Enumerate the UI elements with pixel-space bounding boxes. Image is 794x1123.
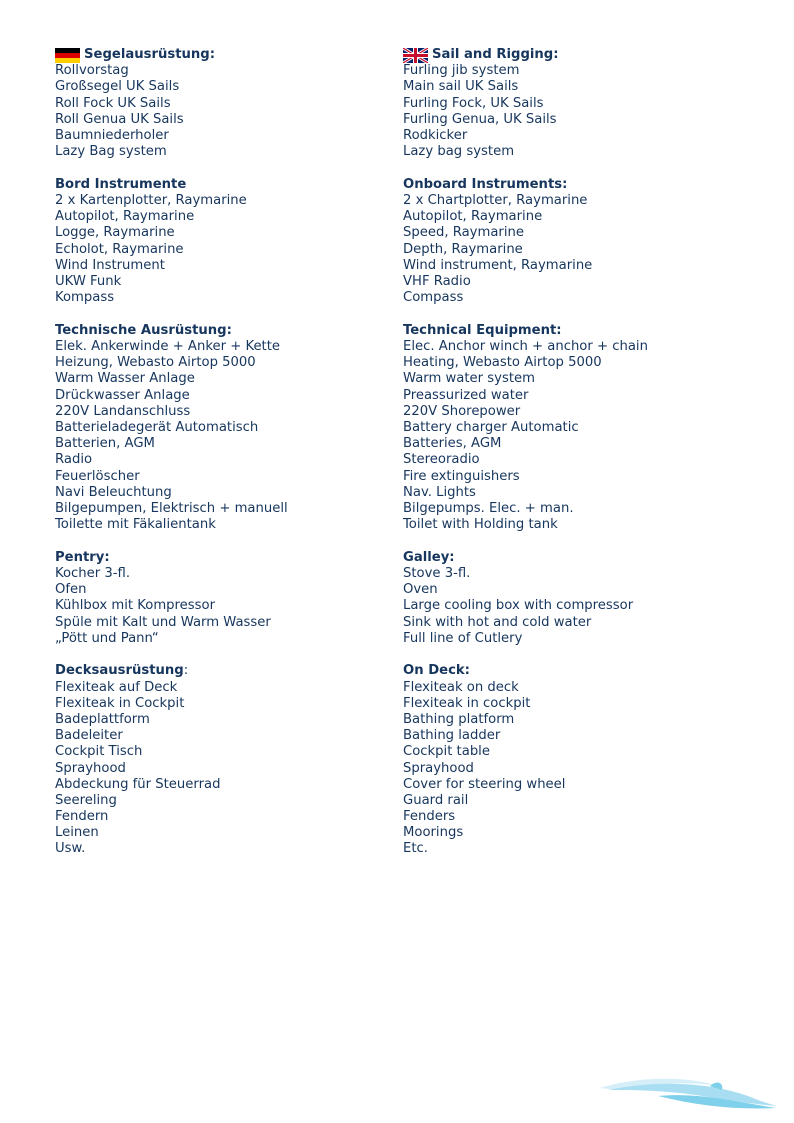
section-title-text: Bord Instrumente (55, 176, 187, 192)
list-item: VHF Radio (403, 273, 471, 289)
list-item: Heating, Webasto Airtop 5000 (403, 355, 602, 371)
english-column (403, 47, 648, 874)
section-title-text: Segelausrüstung: (84, 47, 216, 62)
list-item: Abdeckung für Steuerrad (55, 776, 221, 792)
list-item: Etc. (403, 841, 428, 857)
english-section (403, 323, 648, 533)
german-section (55, 47, 288, 160)
german-section (55, 663, 288, 857)
list-item: Logge, Raymarine (55, 225, 175, 241)
list-item: Fire extinguishers (403, 468, 520, 484)
list-item: Großsegel UK Sails (55, 79, 180, 95)
list-item: Wind Instrument (55, 257, 165, 273)
list-item: Cockpit table (403, 744, 490, 760)
section-title-text: Onboard Instruments: (403, 176, 568, 192)
list-item: Large cooling box with compressor (403, 598, 634, 614)
list-item: Heizung, Webasto Airtop 5000 (55, 355, 256, 371)
list-item: Autopilot, Raymarine (55, 209, 195, 225)
list-item: Elec. Anchor winch + anchor + chain (403, 339, 648, 354)
list-item: Battery charger Automatic (403, 419, 579, 435)
list-item: Cover for steering wheel (403, 776, 566, 792)
english-section-title (403, 177, 648, 193)
list-item: Flexiteak on deck (403, 679, 519, 695)
list-item: Depth, Raymarine (403, 241, 523, 257)
section-title-suffix: : (183, 663, 189, 679)
list-item: Usw. (55, 841, 86, 857)
list-item: Furling Genua, UK Sails (403, 111, 557, 127)
german-section (55, 323, 288, 533)
english-section-title (403, 323, 648, 339)
section-title-text: Pentry: (55, 549, 110, 565)
list-item: Stereoradio (403, 452, 480, 468)
list-item: Baumniederholer (55, 127, 169, 143)
list-item: Lazy bag system (403, 144, 515, 160)
list-item: „Pött und Pann“ (55, 630, 159, 646)
list-item: UKW Funk (55, 273, 122, 289)
list-item: Kühlbox mit Kompressor (55, 598, 216, 614)
german-section-title (55, 323, 288, 339)
german-section-title (55, 47, 288, 63)
list-item: Furling jib system (403, 63, 520, 79)
list-item: Navi Beleuchtung (55, 484, 172, 500)
list-item: Spüle mit Kalt und Warm Wasser (55, 614, 271, 630)
list-item: Feuerlöscher (55, 468, 140, 484)
section-title-text: Galley: (403, 549, 455, 565)
list-item: Speed, Raymarine (403, 225, 524, 241)
list-item: Seereling (55, 792, 117, 808)
list-item: Flexiteak in cockpit (403, 695, 531, 711)
list-item: Batterieladegerät Automatisch (55, 419, 259, 435)
german-flag-icon (55, 48, 80, 63)
list-item: Furling Fock, UK Sails (403, 95, 544, 111)
list-item: Preassurized water (403, 387, 529, 403)
list-item: Wind instrument, Raymarine (403, 257, 593, 273)
list-item: Bathing ladder (403, 728, 501, 744)
section-title-text: On Deck: (403, 663, 470, 679)
list-item: Bilgepumps. Elec. + man. (403, 500, 574, 516)
list-item: 2 x Kartenplotter, Raymarine (55, 193, 247, 208)
german-section-title (55, 550, 288, 566)
list-item: Stove 3-fl. (403, 565, 471, 581)
list-item: Warm Wasser Anlage (55, 371, 195, 387)
list-item: Full line of Cutlery (403, 630, 523, 646)
list-item: Leinen (55, 825, 99, 841)
german-section-title (55, 663, 288, 679)
list-item: Elek. Ankerwinde + Anker + Kette (55, 339, 281, 354)
english-section (403, 177, 648, 307)
list-item: Badeplattform (55, 711, 150, 727)
list-item: Badeleiter (55, 728, 123, 744)
list-item: Roll Genua UK Sails (55, 111, 184, 127)
wave-logo (598, 1074, 780, 1114)
list-item: Rollvorstag (55, 63, 129, 79)
english-section-title (403, 663, 648, 679)
list-item: Kocher 3-fl. (55, 565, 131, 581)
list-item: Flexiteak auf Deck (55, 679, 178, 695)
list-item: Bilgepumpen, Elektrisch + manuell (55, 500, 288, 516)
german-section (55, 177, 288, 307)
english-section (403, 550, 648, 647)
list-item: Main sail UK Sails (403, 79, 519, 95)
english-section-title (403, 47, 648, 63)
list-item: Warm water system (403, 371, 535, 387)
list-item: 220V Shorepower (403, 403, 521, 419)
list-item: Echolot, Raymarine (55, 241, 184, 257)
german-section-title (55, 177, 288, 193)
list-item: Batterien, AGM (55, 436, 155, 452)
list-item: Rodkicker (403, 127, 468, 143)
list-item: Cockpit Tisch (55, 744, 143, 760)
list-item: Sprayhood (55, 760, 126, 776)
section-title-text: Technische Ausrüstung: (55, 322, 232, 338)
list-item: Fendern (55, 809, 109, 825)
section-title-text: Technical Equipment: (403, 322, 562, 338)
list-item: Sink with hot and cold water (403, 614, 592, 630)
german-column (55, 47, 288, 874)
list-item: Autopilot, Raymarine (403, 209, 543, 225)
list-item: Sprayhood (403, 760, 474, 776)
list-item: Radio (55, 452, 93, 468)
german-section (55, 550, 288, 647)
list-item: 2 x Chartplotter, Raymarine (403, 193, 588, 208)
list-item: Compass (403, 290, 464, 306)
list-item: Toilette mit Fäkalientank (55, 517, 216, 533)
list-item: Kompass (55, 290, 115, 306)
list-item: 220V Landanschluss (55, 403, 191, 419)
list-item: Ofen (55, 582, 87, 598)
list-item: Fenders (403, 809, 456, 825)
list-item: Toilet with Holding tank (403, 517, 558, 533)
list-item: Roll Fock UK Sails (55, 95, 171, 111)
english-section (403, 663, 648, 857)
list-item: Lazy Bag system (55, 144, 167, 160)
list-item: Guard rail (403, 792, 469, 808)
uk-flag-icon (403, 48, 428, 63)
list-item: Flexiteak in Cockpit (55, 695, 185, 711)
list-item: Drückwasser Anlage (55, 387, 190, 403)
section-title-text: Sail and Rigging: (432, 47, 559, 62)
list-item: Oven (403, 582, 438, 598)
list-item: Bathing platform (403, 711, 515, 727)
list-item: Moorings (403, 825, 464, 841)
list-item: Batteries, AGM (403, 436, 502, 452)
list-item: Nav. Lights (403, 484, 476, 500)
english-section-title (403, 550, 648, 566)
english-section (403, 47, 648, 160)
section-title-text: Decksausrüstung (55, 663, 184, 679)
